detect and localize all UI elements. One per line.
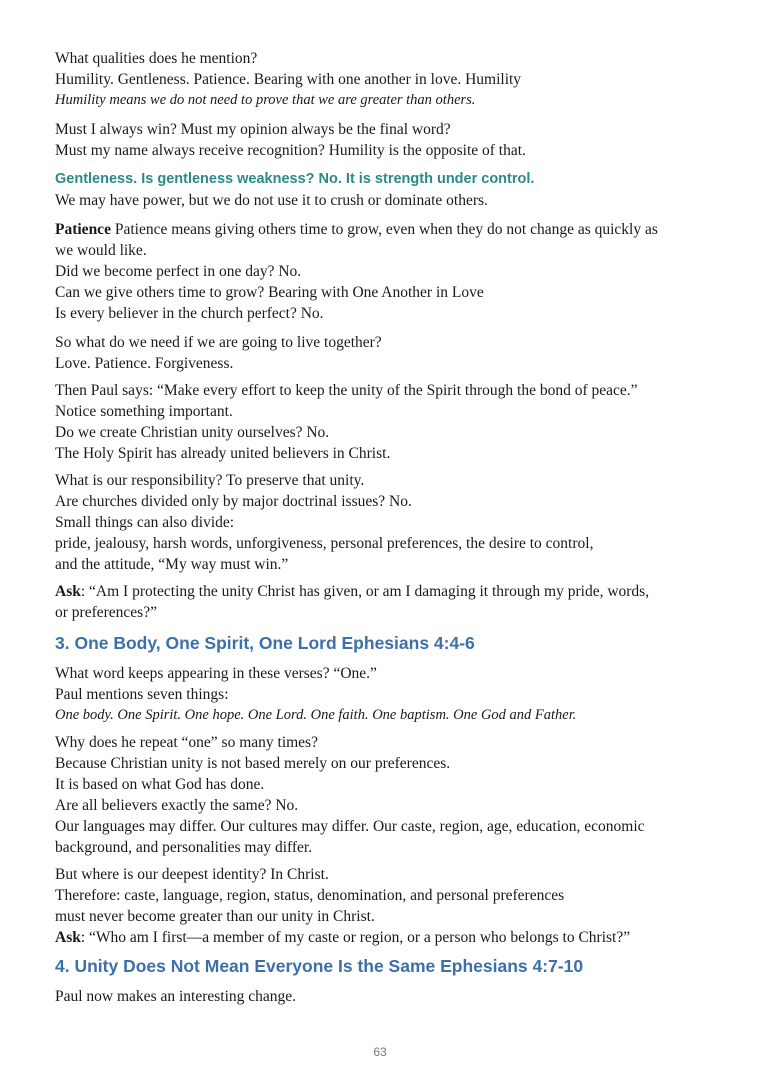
text-line: Love. Patience. Forgiveness. — [55, 355, 234, 372]
italic-line: Humility means we do not need to prove that we are greater than others. — [55, 92, 476, 108]
text-line: What qualities does he mention? — [55, 50, 258, 67]
text-span: : “Am I protecting the unity Christ has given, or am I damaging it through my pride, words, — [80, 583, 650, 600]
text-line — [55, 927, 715, 948]
qualities-paragraph — [55, 48, 715, 111]
text-line: Notice something important. — [55, 403, 233, 420]
text-line: we would like. — [55, 242, 147, 259]
text-line: We may have power, but we do not use it to crush or dominate others. — [55, 192, 488, 209]
ask-label: Ask — [55, 929, 81, 946]
text-line — [55, 581, 715, 602]
ask-protecting-paragraph — [55, 581, 715, 623]
text-line: Then Paul says: “Make every effort to keep the unity of the Spirit through the bond of peace.” — [55, 382, 638, 399]
ask-label: Ask — [55, 583, 81, 600]
text-line: It is based on what God has done. — [55, 776, 265, 793]
text-span: Patience means giving others time to grow, even when they do not change as quickly as — [110, 221, 658, 238]
why-repeat-paragraph — [55, 732, 715, 858]
text-line: Are all believers exactly the same? No. — [55, 797, 299, 814]
gentleness-paragraph — [55, 169, 715, 211]
text-line: Because Christian unity is not based merely on our preferences. — [55, 755, 451, 772]
responsibility-paragraph — [55, 470, 715, 575]
page-content — [55, 48, 715, 1007]
living-together-paragraph — [55, 332, 715, 374]
one-word-paragraph — [55, 663, 715, 726]
gentleness-heading: Gentleness. Is gentleness weakness? No. It is strength under control. — [55, 171, 535, 187]
page-number: 63 — [373, 1045, 387, 1059]
text-line: pride, jealousy, harsh words, unforgiveness, personal preferences, the desire to control, — [55, 535, 594, 552]
italic-line: One body. One Spirit. One hope. One Lord. One faith. One baptism. One God and Father. — [55, 707, 577, 723]
patience-label: Patience — [55, 221, 111, 238]
text-line: What word keeps appearing in these verses? “One.” — [55, 665, 377, 682]
section-heading-4: 4. Unity Does Not Mean Everyone Is the Same Ephesians 4:7-10 — [55, 956, 584, 976]
text-line: Our languages may differ. Our cultures may differ. Our caste, region, age, education, economic — [55, 818, 645, 835]
text-line: Do we create Christian unity ourselves? No. — [55, 424, 330, 441]
text-line: Why does he repeat “one” so many times? — [55, 734, 318, 751]
text-line: Paul now makes an interesting change. — [55, 988, 297, 1005]
text-line: What is our responsibility? To preserve that unity. — [55, 472, 365, 489]
text-line: or preferences?” — [55, 604, 157, 621]
humility-questions-paragraph — [55, 119, 715, 161]
section-heading-3: 3. One Body, One Spirit, One Lord Ephesians 4:4-6 — [55, 633, 475, 653]
text-line: Did we become perfect in one day? No. — [55, 263, 302, 280]
text-line: The Holy Spirit has already united believers in Christ. — [55, 445, 391, 462]
text-line: background, and personalities may differ. — [55, 839, 313, 856]
text-line: Is every believer in the church perfect? No. — [55, 305, 324, 322]
text-line: Therefore: caste, language, region, status, denomination, and personal preferences — [55, 887, 565, 904]
text-line: So what do we need if we are going to live together? — [55, 334, 382, 351]
unity-spirit-paragraph — [55, 380, 715, 464]
identity-paragraph — [55, 864, 715, 948]
text-line: Can we give others time to grow? Bearing with One Another in Love — [55, 284, 484, 301]
text-line: and the attitude, “My way must win.” — [55, 556, 289, 573]
interesting-change-paragraph — [55, 986, 715, 1007]
text-line: Must I always win? Must my opinion always be the final word? — [55, 121, 451, 138]
text-line: must never become greater than our unity in Christ. — [55, 908, 375, 925]
text-line: Paul mentions seven things: — [55, 686, 229, 703]
text-line: Small things can also divide: — [55, 514, 235, 531]
text-line: Must my name always receive recognition? Humility is the opposite of that. — [55, 142, 526, 159]
text-line: Humility. Gentleness. Patience. Bearing with one another in love. Humility — [55, 71, 522, 88]
text-line: But where is our deepest identity? In Christ. — [55, 866, 329, 883]
patience-paragraph — [55, 219, 715, 324]
text-span: : “Who am I first—a member of my caste or region, or a person who belongs to Christ?” — [80, 929, 631, 946]
text-line: Are churches divided only by major doctrinal issues? No. — [55, 493, 412, 510]
text-line — [55, 219, 715, 240]
